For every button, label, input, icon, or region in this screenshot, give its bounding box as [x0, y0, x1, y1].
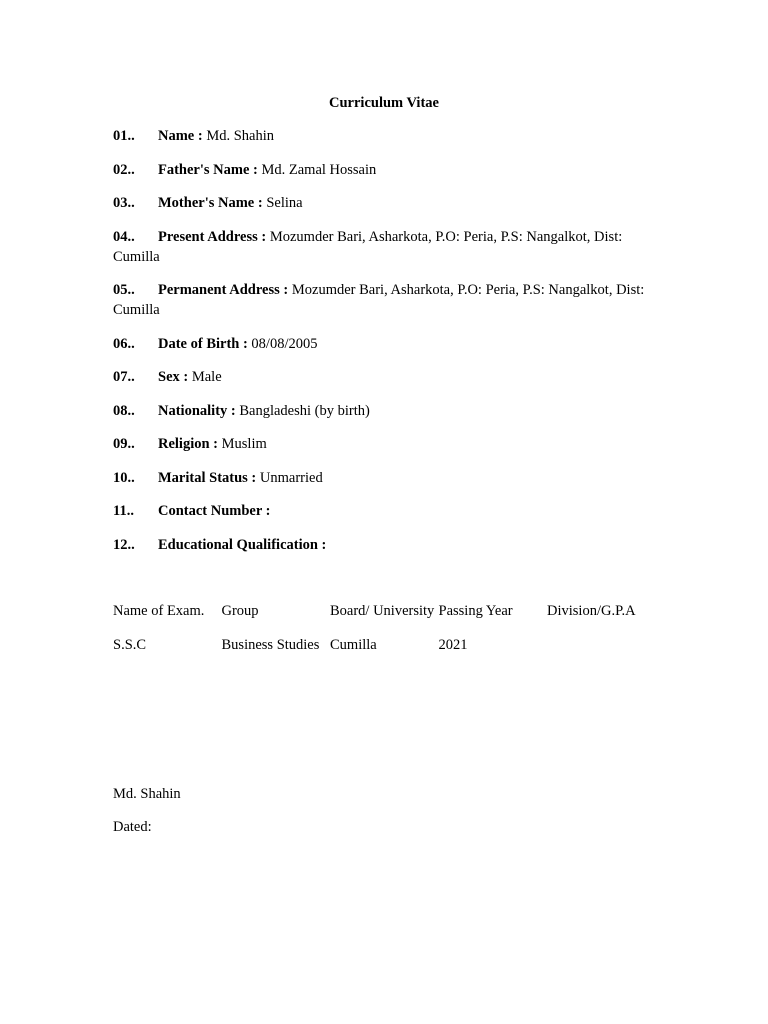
item-label: Educational Qualification :	[158, 536, 327, 553]
education-table	[113, 601, 658, 669]
item-label: Marital Status :	[158, 469, 257, 486]
column-header-board: Board/ University	[330, 603, 435, 619]
list-item-father-name	[113, 160, 658, 180]
list-item-marital-status	[113, 468, 658, 488]
item-number: 09..	[113, 436, 135, 452]
table-cell-group: Business Studies	[221, 637, 320, 653]
item-number: 01..	[113, 128, 135, 144]
item-number: 03..	[113, 195, 135, 211]
column-header-division-gpa: Division/G.P.A	[547, 603, 636, 619]
item-label: Father's Name :	[158, 161, 258, 178]
column-header-group: Group	[221, 603, 259, 619]
item-value: Male	[191, 369, 222, 385]
list-item-contact-number	[113, 501, 658, 521]
column-header-exam: Name of Exam.	[113, 603, 205, 619]
item-number: 11..	[113, 503, 134, 519]
item-value: Mozumder Bari, Asharkota, P.O: Peria, P.S: Nangalkot, Dist: Cumilla	[113, 228, 623, 265]
item-label: Present Address :	[158, 228, 267, 245]
item-label: Religion :	[158, 436, 219, 452]
list-item-nationality	[113, 401, 658, 421]
list-item-mother-name	[113, 193, 658, 213]
item-number: 12..	[113, 536, 135, 553]
table-row	[113, 635, 658, 655]
item-label: Nationality :	[158, 402, 236, 419]
column-header-passing-year: Passing Year	[438, 603, 513, 619]
table-header-row	[113, 601, 658, 621]
list-item-permanent-address	[113, 280, 658, 320]
list-item-date-of-birth	[113, 334, 658, 354]
signature-name: Md. Shahin	[113, 786, 181, 802]
dated-label: Dated:	[113, 819, 152, 835]
table-cell-division-gpa	[547, 635, 656, 655]
item-value: Mozumder Bari, Asharkota, P.O: Peria, P.S: Nangalkot, Dist: Cumilla	[113, 282, 645, 318]
table-cell-passing-year: 2021	[438, 637, 468, 653]
item-label: Contact Number :	[158, 503, 271, 519]
item-number: 08..	[113, 402, 135, 419]
item-value: 08/08/2005	[251, 335, 318, 352]
list-item-religion	[113, 434, 658, 454]
item-number: 06..	[113, 335, 135, 352]
item-label: Date of Birth :	[158, 335, 248, 352]
item-number: 05..	[113, 282, 135, 298]
item-number: 07..	[113, 369, 135, 385]
document-title: Curriculum Vitae	[329, 95, 439, 111]
item-number: 10..	[113, 469, 135, 486]
item-value: Bangladeshi (by birth)	[239, 402, 370, 419]
item-value: Unmarried	[259, 469, 323, 486]
personal-info-list	[113, 126, 658, 568]
item-label: Name :	[158, 128, 203, 144]
item-number: 04..	[113, 228, 135, 245]
item-value: Md. Zamal Hossain	[261, 161, 377, 178]
table-cell-board: Cumilla	[330, 637, 377, 653]
item-label: Permanent Address :	[158, 282, 289, 298]
list-item-name	[113, 126, 658, 146]
item-label: Sex :	[158, 369, 189, 385]
list-item-sex	[113, 367, 658, 387]
item-number: 02..	[113, 161, 135, 178]
item-value: Md. Shahin	[206, 128, 274, 144]
item-label: Mother's Name :	[158, 195, 263, 211]
list-item-present-address	[113, 227, 658, 267]
item-value: Muslim	[221, 436, 267, 452]
list-item-educational-qualification	[113, 535, 658, 555]
table-cell-exam: S.S.C	[113, 637, 147, 653]
item-value: Selina	[266, 195, 303, 211]
